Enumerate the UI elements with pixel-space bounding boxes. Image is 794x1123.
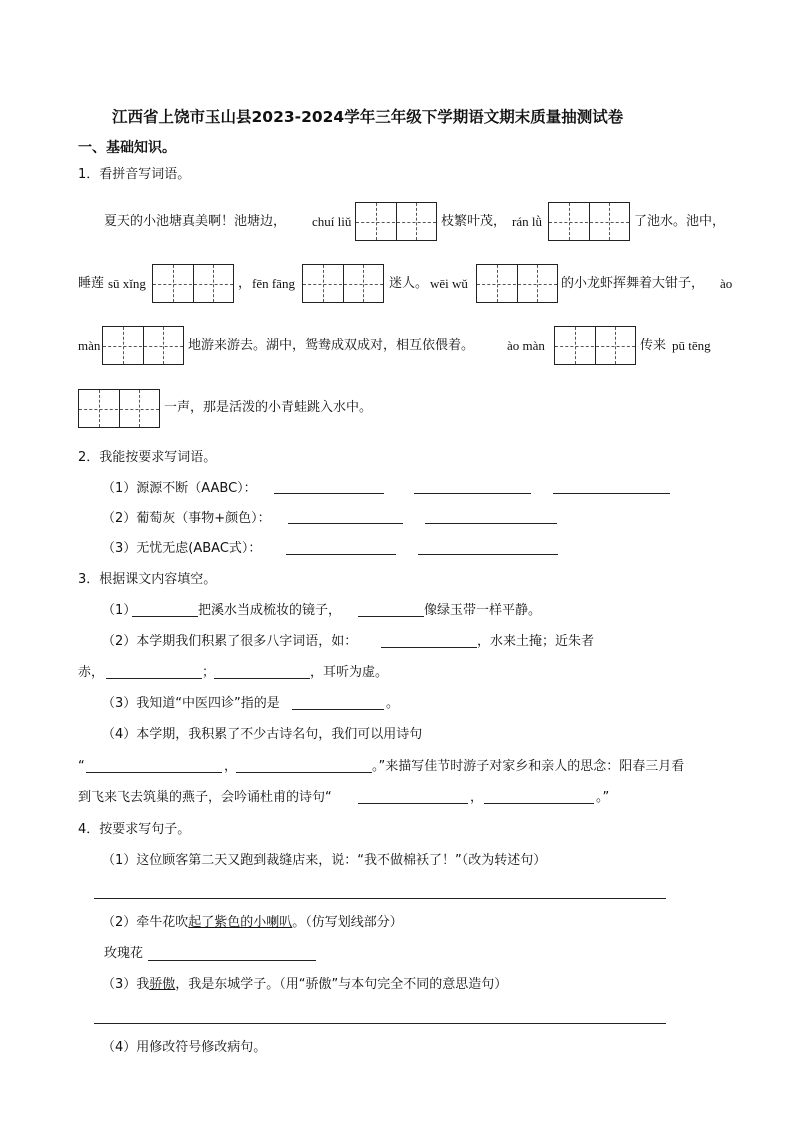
answer-blank[interactable] <box>358 616 424 617</box>
q3-text: 。 <box>386 696 400 711</box>
answer-line[interactable] <box>94 898 666 899</box>
q3-text: ， <box>470 790 484 805</box>
pinyin-label: rán lǜ <box>512 214 542 229</box>
underlined-word: 骄傲 <box>149 977 176 992</box>
answer-blank[interactable] <box>286 554 396 555</box>
passage-text: 一声，那是活泼的小青蛙跳入水中。 <box>164 400 373 415</box>
q3-text: “ <box>78 759 85 774</box>
writing-grid[interactable] <box>152 264 234 303</box>
answer-blank[interactable] <box>292 709 384 710</box>
q3-text: 。” <box>596 790 610 805</box>
question-4-label: 4．按要求写句子。 <box>78 822 191 837</box>
q3-text: （4）本学期，我积累了不少古诗名句，我们可以用诗句 <box>102 727 423 742</box>
passage-text: 夏天的小池塘真美啊！池塘边， <box>104 214 287 229</box>
answer-blank[interactable] <box>236 772 372 773</box>
answer-blank[interactable] <box>106 678 202 679</box>
passage-text: 的小龙虾挥舞着大钳子， <box>561 276 705 291</box>
question-2-label: 2．我能按要求写词语。 <box>78 450 217 465</box>
q3-text: 把溪水当成梳妆的镜子， <box>198 603 342 618</box>
q3-text: ； <box>202 665 216 680</box>
answer-blank[interactable] <box>148 960 316 961</box>
writing-grid[interactable] <box>355 202 437 241</box>
q3-text: （1） <box>102 603 137 618</box>
answer-line[interactable] <box>94 1023 666 1024</box>
passage-text: 地游来游去。湖中，鸳鸯成双成对，相互依偎着。 <box>188 338 475 353</box>
q3-text: ，水来土掩；近朱者 <box>477 634 595 649</box>
answer-blank[interactable] <box>274 493 384 494</box>
q3-text: ，耳听为虚。 <box>310 665 389 680</box>
q4-item: 玫瑰花 <box>104 946 144 961</box>
answer-blank[interactable] <box>358 803 468 804</box>
q4-item: （3）我骄傲，我是东城学子。（用“骄傲”与本句完全不同的意思造句） <box>102 977 508 992</box>
answer-blank[interactable] <box>214 678 310 679</box>
answer-blank[interactable] <box>553 493 670 494</box>
writing-grid[interactable] <box>102 326 184 365</box>
answer-blank[interactable] <box>288 523 403 524</box>
q2-item: （1）源源不断（AABC）： <box>102 481 257 496</box>
q3-text: （2）本学期我们积累了很多八字词语，如： <box>102 634 358 649</box>
pinyin-label: chuí liǔ <box>312 214 352 229</box>
passage-text: 传来 <box>640 338 667 353</box>
q3-text: （3）我知道“中医四诊”指的是 <box>102 696 280 711</box>
passage-text: 了池水。池中， <box>634 214 726 229</box>
q3-text: 赤， <box>78 665 105 680</box>
writing-grid[interactable] <box>476 264 558 303</box>
pinyin-label: pū tēng <box>672 338 711 353</box>
passage-text: 睡莲 <box>78 276 105 291</box>
answer-blank[interactable] <box>381 647 477 648</box>
pinyin-label: wēi wǔ <box>430 276 468 291</box>
q3-text: 到飞来飞去筑巢的燕子，会吟诵杜甫的诗句“ <box>78 790 332 805</box>
q3-text: 像绿玉带一样平静。 <box>424 603 542 618</box>
writing-grid[interactable] <box>554 326 636 365</box>
q3-text: 。”来描写佳节时游子对家乡和亲人的思念：阳春三月看 <box>372 759 685 774</box>
pinyin-label: fēn fāng <box>252 276 295 291</box>
pinyin-label: màn <box>78 338 101 353</box>
pinyin-label: ào <box>720 276 733 291</box>
q3-text: ， <box>224 759 238 774</box>
underlined-phrase: 起了紫色的小喇叭 <box>188 915 293 930</box>
passage-text: 迷人。 <box>389 276 429 291</box>
section-heading: 一、基础知识。 <box>78 140 176 156</box>
page-title: 江西省上饶市玉山县2023-2024学年三年级下学期语文期末质量抽测试卷 <box>112 108 624 126</box>
writing-grid[interactable] <box>548 202 630 241</box>
q4-item: （2）牵牛花吹起了紫色的小喇叭。（仿写划线部分） <box>102 915 403 930</box>
pinyin-label: ào màn <box>507 338 545 353</box>
answer-blank[interactable] <box>86 772 222 773</box>
pinyin-label: sū xǐng <box>108 276 146 291</box>
answer-blank[interactable] <box>414 493 531 494</box>
writing-grid[interactable] <box>302 264 384 303</box>
passage-text: ， <box>238 276 252 291</box>
answer-blank[interactable] <box>425 523 557 524</box>
question-1-label: 1．看拼音写词语。 <box>78 167 191 182</box>
q4-item: （4）用修改符号修改病句。 <box>102 1040 267 1055</box>
q4-item: （1）这位顾客第二天又跑到裁缝店来，说：“我不做棉袄了！”（改为转述句） <box>102 853 547 868</box>
question-3-label: 3．根据课文内容填空。 <box>78 572 217 587</box>
answer-blank[interactable] <box>132 616 198 617</box>
answer-blank[interactable] <box>484 803 594 804</box>
q2-item: （3）无忧无虑(ABAC式）： <box>102 541 262 556</box>
answer-blank[interactable] <box>418 554 558 555</box>
writing-grid[interactable] <box>78 389 160 428</box>
passage-text: 枝繁叶茂， <box>441 214 507 229</box>
q2-item: （2）葡萄灰（事物+颜色）： <box>102 511 271 526</box>
